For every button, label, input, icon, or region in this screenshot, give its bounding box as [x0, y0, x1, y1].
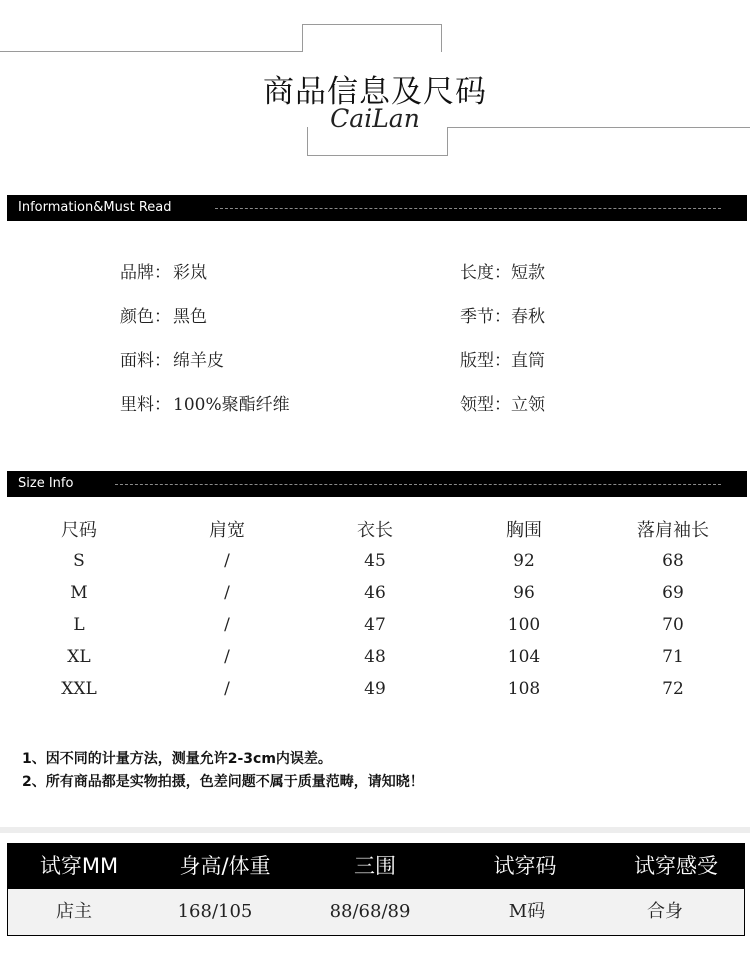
note-measurement: 1、因不同的计量方法，测量允许2-3cm内误差。 — [22, 751, 332, 767]
note-color: 2、所有商品都是实物拍摄，色差问题不属于质量范畴，请知晓！ — [22, 774, 424, 790]
size-cell: S — [73, 551, 85, 571]
size-section-bar — [7, 471, 747, 497]
info-section-bar — [7, 195, 747, 221]
size-cell: 92 — [513, 551, 535, 571]
size-header-shoulder: 肩宽 — [209, 520, 245, 541]
info-brand: 品牌： 彩岚 — [120, 263, 207, 283]
page-title: 商品信息及尺码 — [263, 74, 487, 110]
size-cell: 108 — [507, 679, 541, 699]
info-fit: 版型：直筒 — [460, 351, 545, 371]
try-on-header-measurements: 三围 — [354, 854, 396, 878]
size-cell: / — [224, 679, 230, 699]
size-cell: M — [70, 583, 88, 603]
try-on-header-feel: 试穿感受 — [634, 854, 718, 878]
size-cell: 70 — [662, 615, 684, 635]
try-on-header-model: 试穿MM — [39, 854, 119, 878]
try-on-size: M码 — [508, 901, 546, 922]
frame-line-top-mid — [302, 24, 442, 25]
try-on-height-weight: 168/105 — [177, 901, 253, 922]
size-header-length: 衣长 — [357, 520, 393, 541]
info-season: 季节：春秋 — [460, 307, 545, 327]
frame-line-bottom-mid — [307, 155, 448, 156]
size-section-label: Size Info — [18, 476, 74, 491]
try-on-model: 店主 — [56, 901, 92, 922]
section-separator — [0, 827, 750, 833]
info-length: 长度：短款 — [460, 263, 545, 283]
size-cell: 100 — [507, 615, 541, 635]
size-cell: 49 — [364, 679, 386, 699]
size-cell: 96 — [513, 583, 535, 603]
try-on-feel: 合身 — [647, 901, 683, 922]
size-header-sleeve: 落肩袖长 — [637, 520, 709, 541]
info-section-label: Information&Must Read — [18, 200, 172, 215]
size-cell: / — [224, 647, 230, 667]
info-color: 颜色： 黑色 — [120, 307, 207, 327]
size-cell: / — [224, 551, 230, 571]
try-on-row — [7, 889, 745, 936]
size-cell: 68 — [662, 551, 684, 571]
info-collar: 领型：立领 — [460, 395, 545, 415]
size-cell: / — [224, 615, 230, 635]
info-lining: 里料： 100%聚酯纤维 — [120, 395, 290, 415]
size-cell: 45 — [364, 551, 386, 571]
size-cell: 48 — [364, 647, 386, 667]
size-header-size: 尺码 — [61, 520, 97, 541]
size-cell: 69 — [662, 583, 684, 603]
try-on-header-size: 试穿码 — [493, 854, 557, 878]
size-cell: 47 — [364, 615, 386, 635]
size-cell: XL — [67, 647, 91, 667]
size-cell: XXL — [61, 679, 97, 699]
info-fabric: 面料： 绵羊皮 — [120, 351, 224, 371]
size-cell: 71 — [662, 647, 684, 667]
try-on-measurements: 88/68/89 — [329, 901, 411, 922]
try-on-header-height-weight: 身高/体重 — [179, 854, 271, 878]
frame-line-top-vert-left — [302, 24, 303, 52]
size-header-chest: 胸围 — [506, 520, 542, 541]
size-cell: 72 — [662, 679, 684, 699]
size-cell: 104 — [507, 647, 541, 667]
info-section-dash — [215, 208, 721, 209]
try-on-header — [7, 843, 745, 889]
frame-line-top-vert-right — [441, 24, 442, 52]
size-cell: L — [73, 615, 85, 635]
brand-script-logo: CaiLan — [330, 104, 420, 133]
size-section-dash — [115, 484, 721, 485]
size-cell: / — [224, 583, 230, 603]
frame-line-top-left — [0, 51, 303, 52]
size-cell: 46 — [364, 583, 386, 603]
